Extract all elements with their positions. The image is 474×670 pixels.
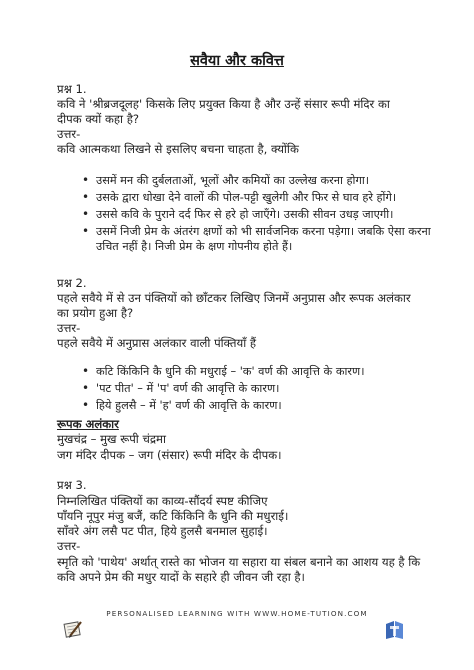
- q2-question-line1: पहले सवैये में से उन पंक्तियों को छाँटकर लिखिए जिनमें अनुप्रास और रूपक अलंकार: [57, 291, 411, 305]
- q2-answer: पहले सवैये में अनुप्रास अलंकार वाली पंक्तियाँ हैं: [57, 336, 257, 350]
- footer-text: PERSONALISED LEARNING WITH WWW.HOME-TUTION.COM: [106, 609, 368, 618]
- q1-answer: कवि आत्मकथा लिखने से इसलिए बचना चाहता है, क्योंकि: [57, 142, 299, 156]
- q1-bullet-list: [96, 173, 436, 256]
- page-title: सवैया और कवित्त: [190, 53, 284, 69]
- q1-label: प्रश्न 1.: [57, 82, 87, 96]
- rupak-heading: रूपक अलंकार: [57, 417, 119, 431]
- q3-answer-label: उत्तर-: [57, 539, 81, 553]
- q1-answer-label: उत्तर-: [57, 127, 81, 141]
- home-tution-logo-icon: [384, 616, 408, 642]
- q1-question-line2: दीपक क्यों कहा है?: [57, 112, 140, 126]
- q3-answer-line2: कवि अपने प्रेम की मधुर यादों के सहारे ही जीवन जी रहा है।: [57, 570, 305, 584]
- list-item: • 'पट पीत' – में 'प' वर्ण की आवृत्ति के कारण।: [96, 381, 436, 396]
- q3-verse-line1: पाँयनि नूपुर मंजु बजैं, कटि किंकिनि कै धुनि की मधुराई।: [57, 509, 289, 523]
- list-item: • उसमें मन की दुर्बलताओं, भूलों और कमियों का उल्लेख करना होगा।: [96, 173, 436, 188]
- list-item: • उससे कवि के पुराने दर्द फिर से हरे हो जाएँगे। उसकी सीवन उधड़ जाएगी।: [96, 207, 436, 222]
- rupak-line1: मुखचंद्र – मुख रूपी चंद्रमा: [57, 432, 166, 446]
- q3-label: प्रश्न 3.: [57, 478, 87, 492]
- q3-answer-line1: स्मृति को 'पाथेय' अर्थात् रास्ते का भोजन या सहारा या संबल बनाने का आशय यह है कि: [57, 555, 421, 569]
- q2-bullet-list: [96, 364, 436, 415]
- q3-question: निम्नलिखित पंक्तियों का काव्य-सौंदर्य स्पष्ट कीजिए: [57, 494, 268, 508]
- pencil-paper-icon: [62, 618, 84, 640]
- q1-question-line1: कवि ने 'श्रीब्रजदूलह' किसके लिए प्रयुक्त किया है और उन्हें संसार रूपी मंदिर का: [57, 97, 390, 111]
- list-item: • कटि किंकिनि कै धुनि की मधुराई – 'क' वर्ण की आवृत्ति के कारण।: [96, 364, 436, 379]
- q2-question-line2: का प्रयोग हुआ है?: [57, 306, 134, 320]
- list-item: • उसमें निजी प्रेम के अंतरंग क्षणों को भी सार्वजनिक करना पड़ेगा। जबकि ऐसा करना उचित नहीं है। निजी प्रेम के क्षण गोपनीय होते हैं।: [96, 224, 436, 254]
- rupak-line2: जग मंदिर दीपक – जग (संसार) रूपी मंदिर के दीपक।: [57, 448, 282, 462]
- q2-answer-label: उत्तर-: [57, 321, 81, 335]
- q2-label: प्रश्न 2.: [57, 276, 87, 290]
- list-item: • उसके द्वारा धोखा देने वालों की पोल-पट्टी खुलेगी और फिर से घाव हरे होंगे।: [96, 190, 436, 205]
- q3-verse-line2: साँवरे अंग लसै पट पीत, हिये हुलसै बनमाल सुहाई।: [57, 524, 268, 538]
- list-item: • हिये हुलसै – में 'ह' वर्ण की आवृत्ति के कारण।: [96, 398, 436, 413]
